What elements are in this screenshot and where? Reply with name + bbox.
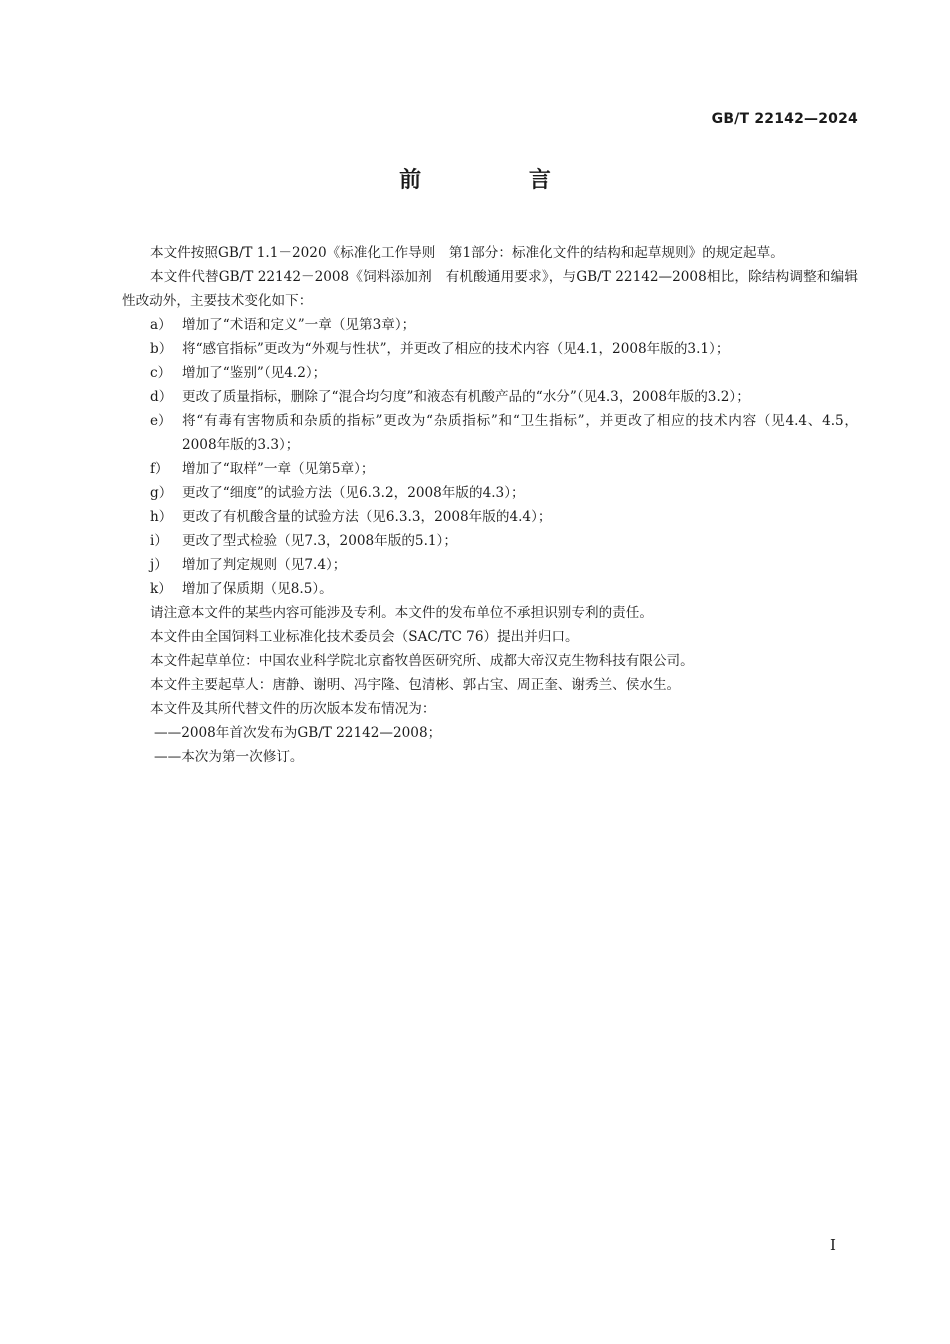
list-item [122, 361, 858, 385]
list-item-text: 将“有毒有害物质和杂质的指标”更改为“杂质指标”和“卫生指标”，并更改了相应的技术内容（见4.4、4.5，2008年版的3.3）； [182, 413, 858, 453]
list-item-label: f） [150, 461, 169, 477]
page-number: I [830, 1236, 836, 1254]
list-item [122, 529, 858, 553]
drafters: 本文件主要起草人：唐静、谢明、冯宇隆、包清彬、郭占宝、周正奎、谢秀兰、侯水生。 [150, 677, 681, 693]
list-item-text: 增加了“术语和定义”一章（见第3章）； [182, 317, 416, 333]
list-item-text: 增加了判定规则（见7.4）； [182, 557, 347, 573]
list-item [122, 553, 858, 577]
list-item [122, 481, 858, 505]
list-item-text: 增加了“鉴别”（见4.2）； [182, 365, 327, 381]
history-item: ——本次为第一次修订。 [154, 749, 304, 765]
list-item [122, 505, 858, 529]
list-item-label: g） [150, 485, 173, 501]
list-item [122, 577, 858, 601]
list-item-text: 更改了有机酸含量的试验方法（见6.3.3，2008年版的4.4）； [182, 509, 552, 525]
list-item-text: 更改了质量指标，删除了“混合均匀度”和液态有机酸产品的“水分”（见4.3，2008年版的3.2）； [182, 389, 750, 405]
foreword-body [122, 241, 858, 769]
list-item-label: i） [150, 533, 168, 549]
standard-code: GB/T 22142—2024 [711, 111, 858, 127]
paragraph-drafting-rules: 本文件按照GB/T 1.1－2020《标准化工作导则 第1部分：标准化文件的结构和起草规则》的规定起草。 [150, 245, 784, 261]
drafting-units: 本文件起草单位：中国农业科学院北京畜牧兽医研究所、成都大帝汉克生物科技有限公司。 [150, 653, 694, 669]
history-item: ——2008年首次发布为GB/T 22142—2008； [154, 725, 442, 741]
history-intro: 本文件及其所代替文件的历次版本发布情况为： [150, 701, 436, 717]
list-item-text: 更改了“细度”的试验方法（见6.3.2，2008年版的4.3）； [182, 485, 525, 501]
list-item-label: a） [150, 317, 172, 333]
list-item [122, 337, 858, 361]
list-item [122, 385, 858, 409]
list-item-label: k） [150, 581, 172, 597]
list-item-text: 更改了型式检验（见7.3，2008年版的5.1）； [182, 533, 457, 549]
list-item-label: c） [150, 365, 172, 381]
proposed-by: 本文件由全国饲料工业标准化技术委员会（SAC/TC 76）提出并归口。 [150, 629, 579, 645]
list-item-label: e） [150, 413, 172, 429]
list-item-label: h） [150, 509, 173, 525]
list-item [122, 457, 858, 481]
list-item-label: b） [150, 341, 173, 357]
list-item-text: 增加了保质期（见8.5）。 [182, 581, 333, 597]
list-item [122, 313, 858, 337]
list-item-label: d） [150, 389, 173, 405]
page-title: 前 言 [399, 168, 601, 193]
list-item [122, 409, 858, 457]
list-item-text: 将“感官指标”更改为“外观与性状”，并更改了相应的技术内容（见4.1，2008年版的3.1）； [182, 341, 730, 357]
patent-notice: 请注意本文件的某些内容可能涉及专利。本文件的发布单位不承担识别专利的责任。 [150, 605, 653, 621]
list-item-text: 增加了“取样”一章（见第5章）； [182, 461, 375, 477]
paragraph-replacement: 本文件代替GB/T 22142－2008《饲料添加剂 有机酸通用要求》，与GB/T 22142—2008相比，除结构调整和编辑性改动外，主要技术变化如下： [122, 269, 858, 309]
list-item-label: j） [150, 557, 168, 573]
changes-list [122, 313, 858, 601]
